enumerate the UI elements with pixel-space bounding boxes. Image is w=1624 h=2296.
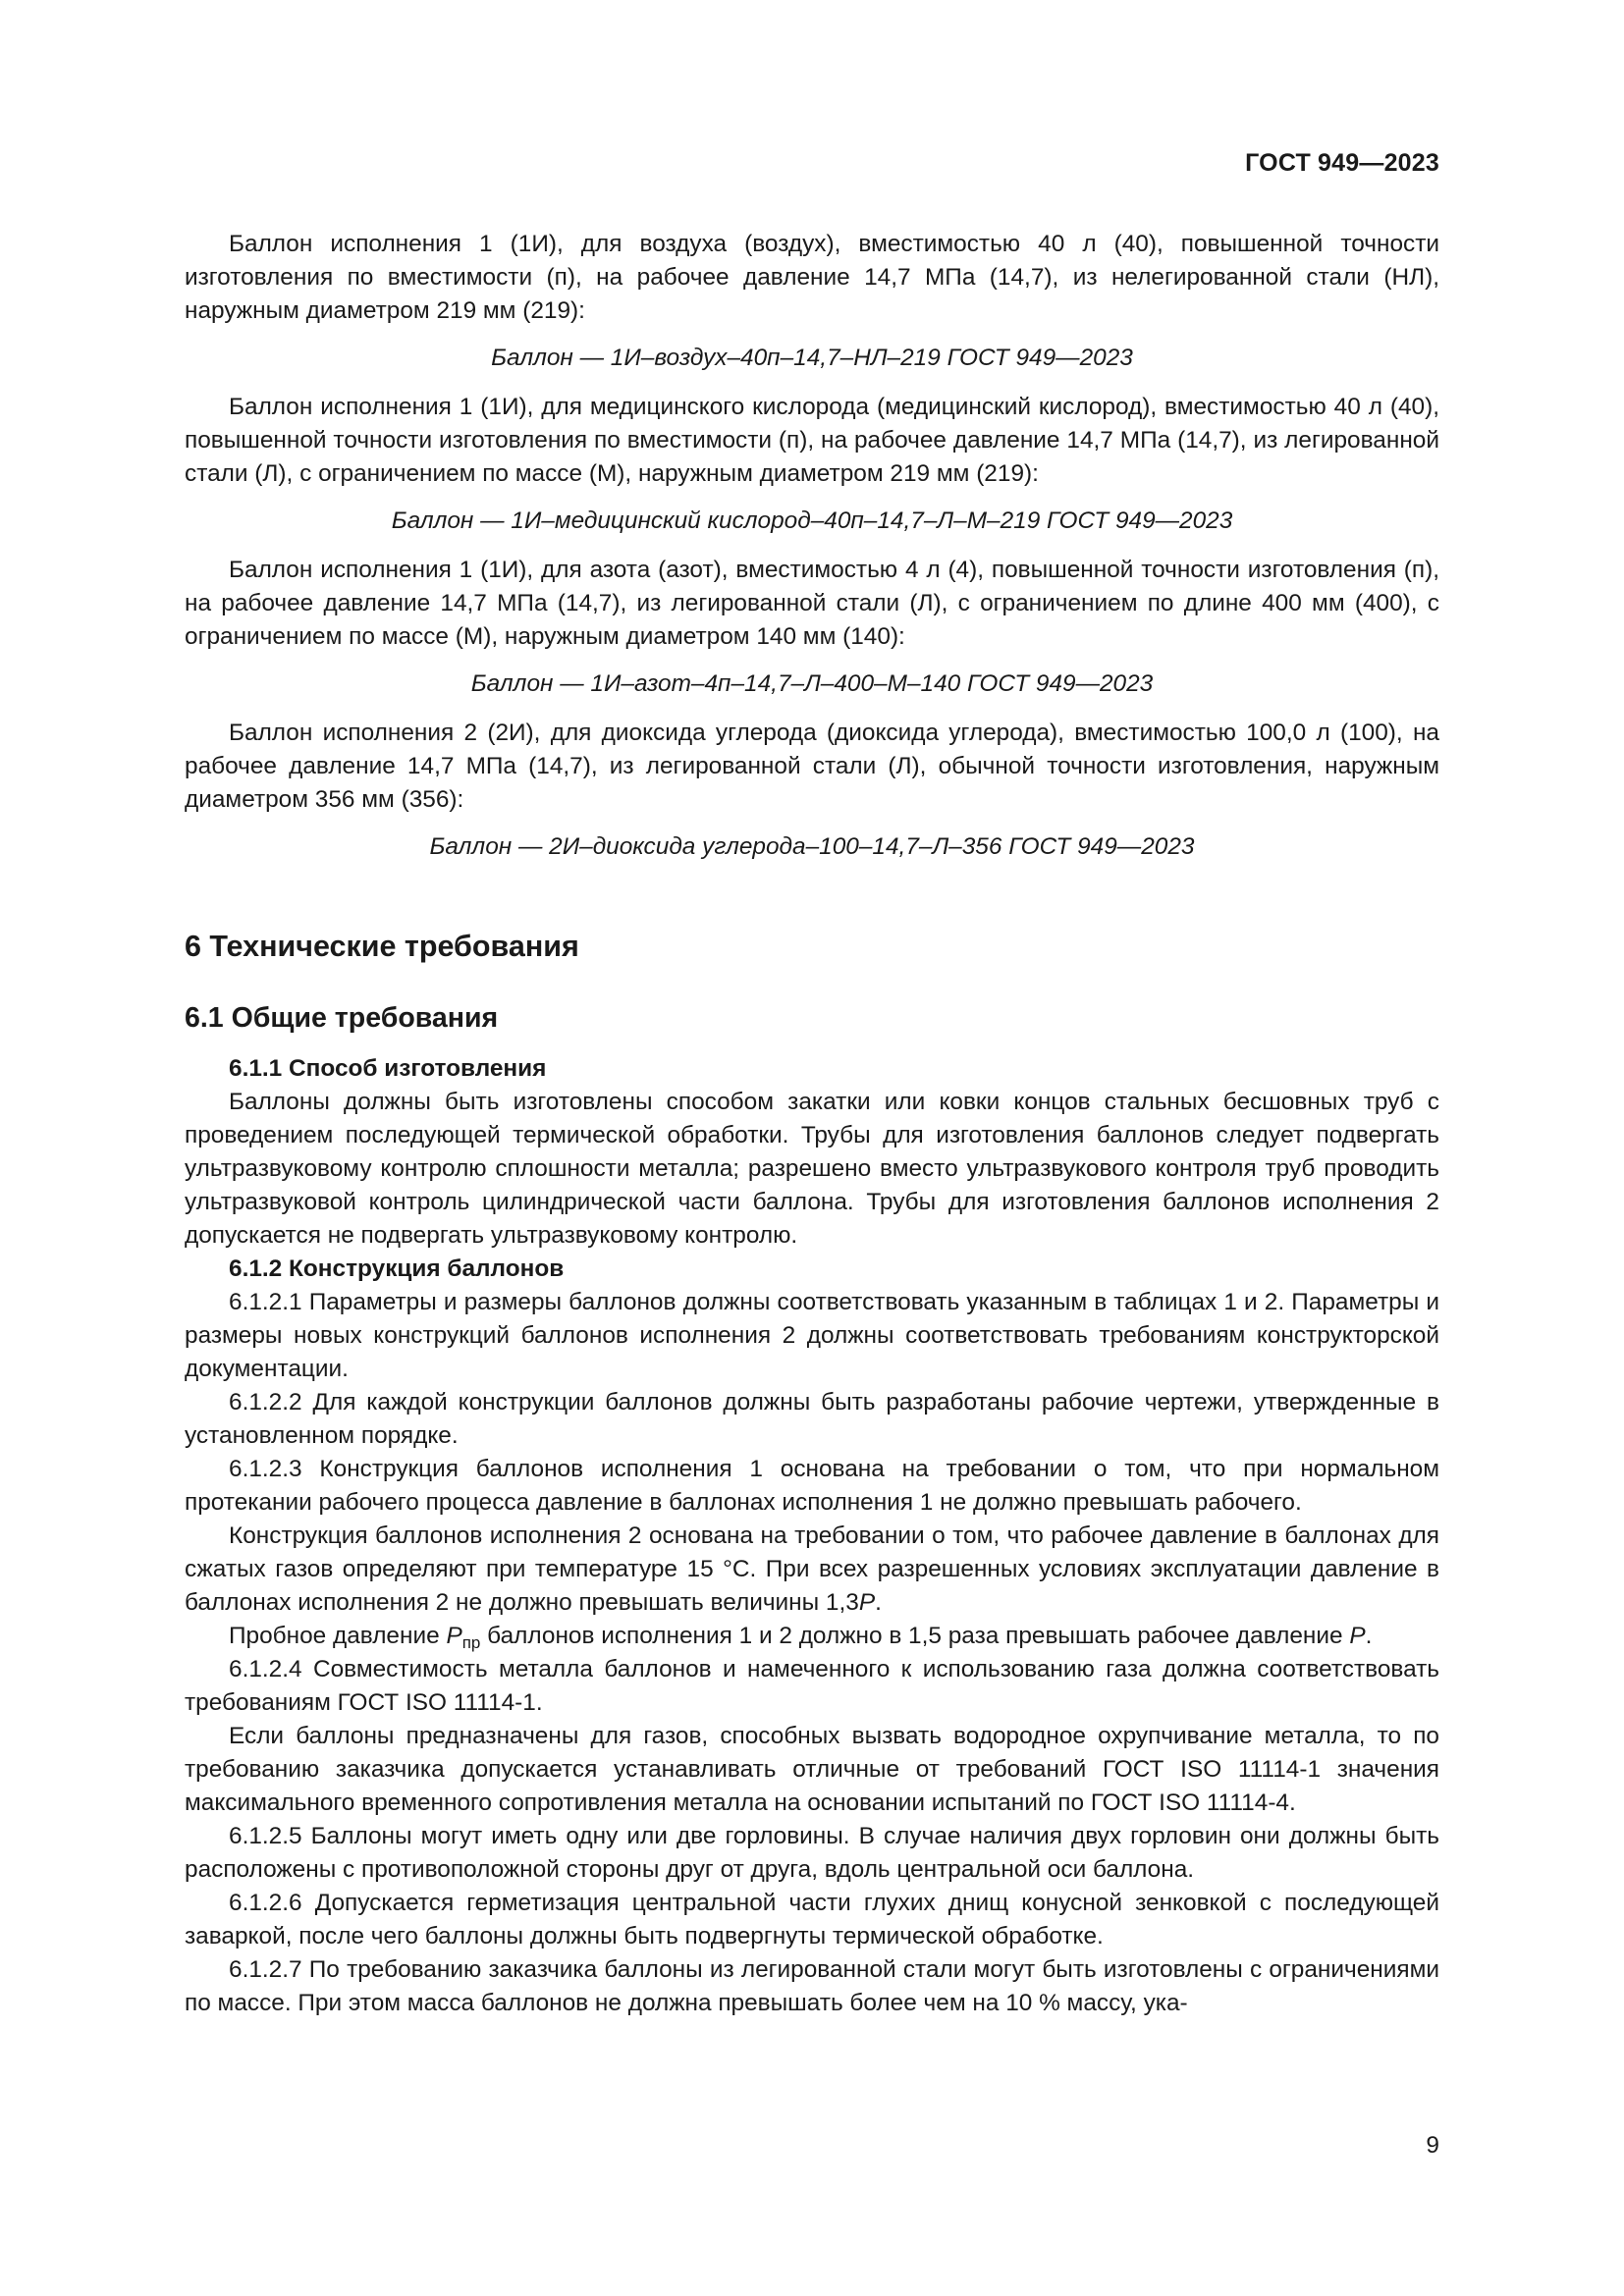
paragraph-6-1-2-6: 6.1.2.6 Допускается герметизация центральной части глухих днищ конусной зенковкой с последующей заваркой, после чего баллоны должны быть подвергнуты термической обработке.	[185, 1890, 1439, 1949]
test-pressure-text: Пробное давление	[229, 1623, 447, 1649]
example-designation: Баллон — 1И–воздух–40п–14,7–НЛ–219 ГОСТ 949—2023	[491, 345, 1133, 371]
design-type-2-text: Конструкция баллонов исполнения 2 основана на требовании о том, что рабочее давление в баллонах для сжатых газов определяют при температуре 15 °С. При всех разрешенных условиях эксплуатации давление в баллонах исполнения 2 не должно превышать величины 1,3	[185, 1522, 1439, 1616]
paragraph-manufacturing-method: Баллоны должны быть изготовлены способом закатки или ковки концов стальных бесшовных труб с проведением последующей термической обработки. Трубы для изготовления баллонов следует подвергать ультразвуковому контролю сплошности металла; разрешено вместо ультразвукового контроля труб проводить ультразвуковой контроль цилиндрической части баллона. Трубы для изготовления баллонов исполнения 2 допускается не подвергать ультразвуковому контролю.	[185, 1089, 1439, 1249]
paragraph-6-1-2-3: 6.1.2.3 Конструкция баллонов исполнения 1 основана на требовании о том, что при нормальном протекании рабочего процесса давление в баллонах исполнения 1 не должно превышать рабочего.	[185, 1456, 1439, 1516]
pressure-symbol: P	[858, 1589, 876, 1616]
period: .	[875, 1589, 882, 1616]
paragraph-test-pressure	[185, 1620, 1439, 1653]
paragraph-6-1-2-7: 6.1.2.7 По требованию заказчика баллоны из легированной стали могут быть изготовлены с ограничениями по массе. При этом масса баллонов не должна превышать более чем на 10 % массу, ука-	[185, 1956, 1439, 2016]
section-title: 6 Технические требования	[185, 930, 579, 963]
pressure-subscript: пр	[461, 1633, 481, 1652]
example-paragraph: Баллон исполнения 1 (1И), для воздуха (воздух), вместимостью 40 л (40), повышенной точности изготовления по вместимости (п), на рабочее давление 14,7 МПа (14,7), из нелегированной стали (НЛ), наружным диаметром 219 мм (219):	[185, 231, 1439, 324]
paragraph-6-1-2-1: 6.1.2.1 Параметры и размеры баллонов должны соответствовать указанным в таблицах 1 и 2. Параметры и размеры новых конструкций баллонов исполнения 2 должны соответствовать требованиям конструкторской документации.	[185, 1289, 1439, 1382]
paragraph-design-type-2	[185, 1520, 1439, 1620]
paragraph-6-1-2-5: 6.1.2.5 Баллоны могут иметь одну или две горловины. В случае наличия двух горловин они должны быть расположены с противоположной стороны друг от друга, вдоль центральной оси баллона.	[185, 1823, 1439, 1883]
page-content	[185, 228, 1439, 2020]
example-paragraph: Баллон исполнения 1 (1И), для медицинского кислорода (медицинский кислород), вместимостью 40 л (40), повышенной точности изготовления по вместимости (п), на рабочее давление 14,7 МПа (14,7), из легированной стали (Л), с ограничением по массе (М), наружным диаметром 219 мм (219):	[185, 394, 1439, 487]
example-paragraph: Баллон исполнения 1 (1И), для азота (азот), вместимостью 4 л (4), повышенной точности изготовления (п), на рабочее давление 14,7 МПа (14,7), из легированной стали (Л), с ограничением по длине 400 мм (400), с ограничением по массе (М), наружным диаметром 140 мм (140):	[185, 557, 1439, 650]
page-number: 9	[1426, 2132, 1439, 2159]
example-designation: Баллон — 2И–диоксида углерода–100–14,7–Л–356 ГОСТ 949—2023	[429, 833, 1195, 860]
example-paragraph: Баллон исполнения 2 (2И), для диоксида углерода (диоксида углерода), вместимостью 100,0 л (100), на рабочее давление 14,7 МПа (14,7), из легированной стали (Л), обычной точности изготовления, наружным диаметром 356 мм (356):	[185, 720, 1439, 813]
pressure-symbol: P	[1349, 1623, 1366, 1649]
subsection-title-6-1: 6.1 Общие требования	[185, 1002, 499, 1034]
subsection-title-6-1-2: 6.1.2 Конструкция баллонов	[229, 1255, 565, 1282]
test-pressure-text-cont: баллонов исполнения 1 и 2 должно в 1,5 раза превышать рабочее давление	[480, 1623, 1350, 1649]
pressure-symbol: P	[446, 1623, 462, 1649]
period: .	[1365, 1623, 1373, 1649]
paragraph-hydrogen-embrittlement: Если баллоны предназначены для газов, способных вызвать водородное охрупчивание металла, то по требованию заказчика допускается устанавливать отличные от требований ГОСТ ISO 11114-1 значения максимального временного сопротивления металла на основании испытаний по ГОСТ ISO 11114-4.	[185, 1723, 1439, 1816]
paragraph-6-1-2-2: 6.1.2.2 Для каждой конструкции баллонов должны быть разработаны рабочие чертежи, утвержденные в установленном порядке.	[185, 1389, 1439, 1449]
paragraph-6-1-2-4: 6.1.2.4 Совместимость металла баллонов и намеченного к использованию газа должна соответствовать требованиям ГОСТ ISO 11114-1.	[185, 1656, 1439, 1716]
example-designation: Баллон — 1И–медицинский кислород–40п–14,7–Л–М–219 ГОСТ 949—2023	[391, 507, 1233, 534]
document-header: ГОСТ 949—2023	[1245, 149, 1439, 177]
example-designation: Баллон — 1И–азот–4п–14,7–Л–400–М–140 ГОСТ 949—2023	[470, 670, 1154, 697]
subsection-title-6-1-1: 6.1.1 Способ изготовления	[229, 1055, 547, 1082]
